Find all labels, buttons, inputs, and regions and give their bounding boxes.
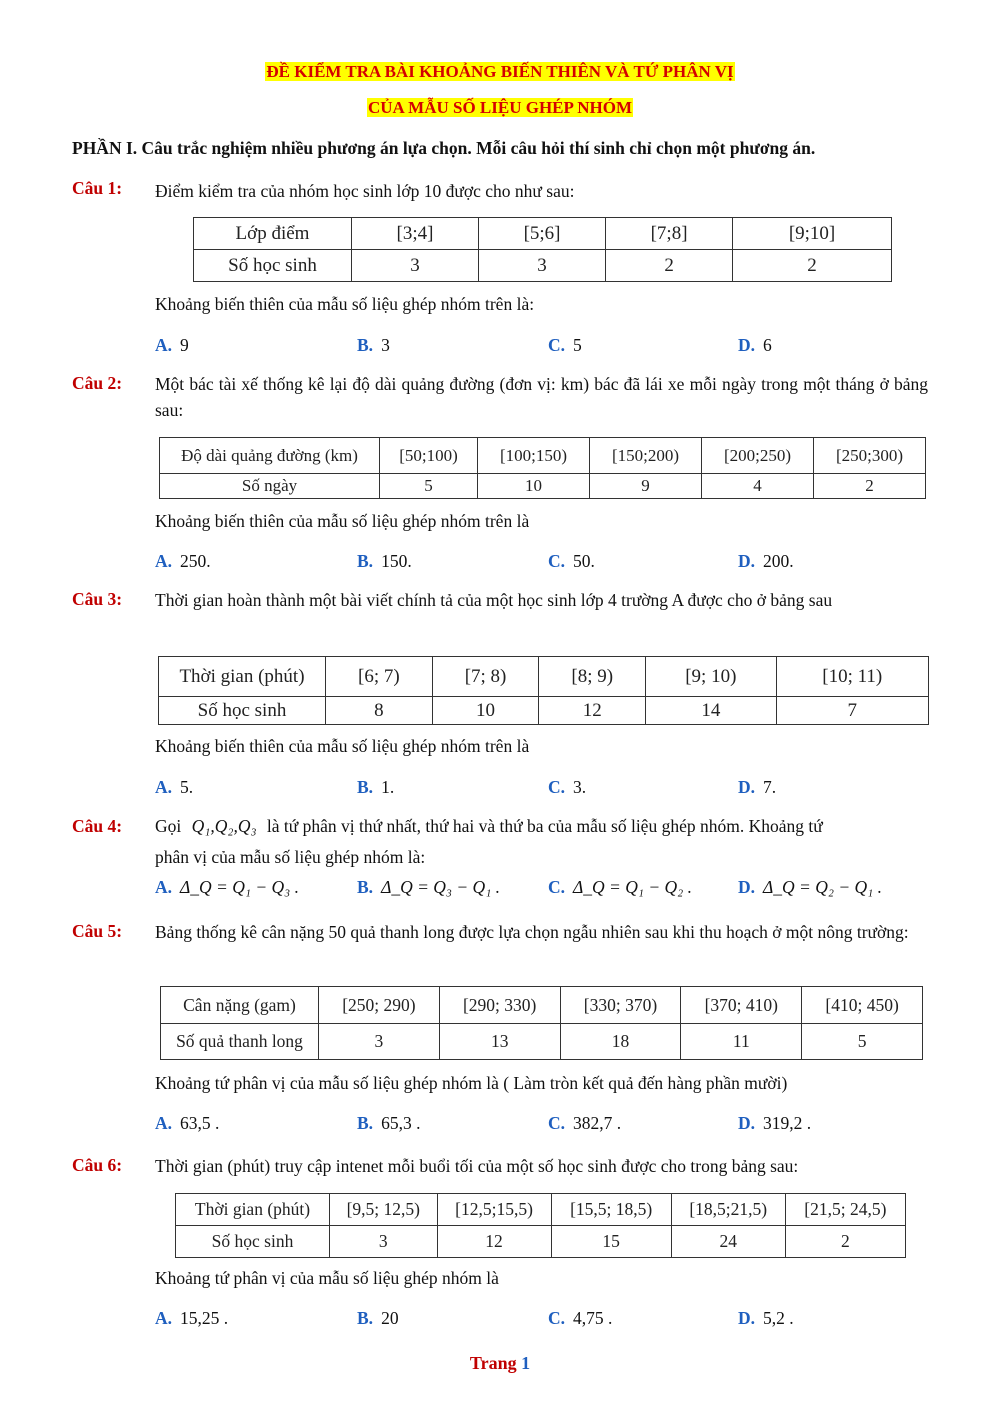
question-5-number: Câu 5: [72, 921, 123, 941]
table-cell: 3 [330, 1226, 438, 1258]
table-cell: 2 [813, 474, 925, 499]
table-cell: [10; 11) [776, 657, 928, 697]
table-cell: Lớp điểm [194, 218, 352, 250]
table-cell: [12,5;15,5) [437, 1194, 551, 1226]
table-cell: [7; 8) [432, 657, 539, 697]
table-cell: 14 [646, 697, 776, 725]
table-cell: [100;150) [478, 438, 590, 474]
question-5-option-c[interactable]: C. 382,7 . [548, 1113, 622, 1133]
table-cell: [410; 450) [802, 987, 923, 1024]
page-label: Trang [469, 1353, 517, 1373]
table-cell: 3 [319, 1024, 440, 1060]
question-4-text-line-2: phân vị của mẫu số liệu ghép nhóm là: [155, 847, 426, 867]
question-5-option-a[interactable]: A. 63,5 . [155, 1113, 220, 1133]
table-cell: 24 [671, 1226, 785, 1258]
title-line-2: CỦA MẪU SỐ LIỆU GHÉP NHÓM [368, 98, 632, 117]
question-6-option-d[interactable]: D. 5,2 . [738, 1308, 794, 1328]
table-cell: [250;300) [813, 438, 925, 474]
question-2-option-b[interactable]: B. 150. [357, 551, 412, 571]
question-4-option-d[interactable]: D. Δ_Q = Q₂ − Q₁ . [738, 877, 882, 897]
table-cell: 5 [380, 474, 478, 499]
question-2-option-d[interactable]: D. 200. [738, 551, 794, 571]
table-cell: 2 [606, 250, 733, 282]
table-cell: [50;100) [380, 438, 478, 474]
question-3-option-d[interactable]: D. 7. [738, 777, 777, 797]
table-cell: 2 [785, 1226, 905, 1258]
question-6-table [175, 1193, 906, 1258]
question-1-option-b[interactable]: B. 3 [357, 335, 390, 355]
question-5-text: Bảng thống kê cân nặng 50 quả thanh long được lựa chọn ngẫu nhiên sau khi thu hoạch ở một nông trường: [155, 922, 909, 942]
question-2-text: Một bác tài xế thống kê lại độ dài quảng đường (đơn vị: km) bác đã lái xe mỗi ngày trong một tháng ở bảng sau: [155, 374, 928, 420]
table-cell: Số học sinh [194, 250, 352, 282]
question-2-option-a[interactable]: A. 250. [155, 551, 211, 571]
question-6-option-b[interactable]: B. 20 [357, 1308, 399, 1328]
table-cell: Số học sinh [159, 697, 326, 725]
page-footer [0, 1353, 1000, 1374]
question-5-option-d[interactable]: D. 319,2 . [738, 1113, 812, 1133]
table-cell: 10 [432, 697, 539, 725]
question-6-number: Câu 6: [72, 1155, 123, 1175]
question-3-number: Câu 3: [72, 589, 123, 609]
question-3-text: Thời gian hoàn thành một bài viết chính tả của một học sinh lớp 4 trường A được cho ở bảng sau [155, 590, 833, 610]
table-cell: 12 [539, 697, 646, 725]
question-3-option-a[interactable]: A. 5. [155, 777, 194, 797]
question-1-table [193, 217, 892, 282]
question-2-option-c[interactable]: C. 50. [548, 551, 595, 571]
table-cell: 3 [479, 250, 606, 282]
table-cell: Thời gian (phút) [159, 657, 326, 697]
question-4-text: Gọi Q₁,Q₂,Q₃ là tứ phân vị thứ nhất, thứ hai và thứ ba của mẫu số liệu ghép nhóm. Khoảng tứ [155, 816, 823, 836]
table-cell: [9;10] [733, 218, 892, 250]
quartile-variables: Q₁,Q₂,Q₃ [191, 816, 257, 836]
table-cell: 10 [478, 474, 590, 499]
question-4-number: Câu 4: [72, 816, 123, 836]
question-1-option-d[interactable]: D. 6 [738, 335, 772, 355]
question-2-prompt: Khoảng biến thiên của mẫu số liệu ghép nhóm trên là [155, 511, 530, 531]
table-cell: 8 [326, 697, 433, 725]
table-cell: Cân nặng (gam) [161, 987, 319, 1024]
table-cell: [3;4] [352, 218, 479, 250]
table-cell: [9; 10) [646, 657, 776, 697]
table-cell: 13 [439, 1024, 560, 1060]
question-1-text: Điểm kiểm tra của nhóm học sinh lớp 10 được cho như sau: [155, 181, 575, 201]
table-cell: 9 [589, 474, 701, 499]
table-cell: 4 [701, 474, 813, 499]
table-cell: [200;250) [701, 438, 813, 474]
question-1-option-a[interactable]: A. 9 [155, 335, 189, 355]
table-cell: [370; 410) [681, 987, 802, 1024]
table-cell: 7 [776, 697, 928, 725]
table-cell: [7;8] [606, 218, 733, 250]
question-6-option-c[interactable]: C. 4,75 . [548, 1308, 613, 1328]
table-cell: [8; 9) [539, 657, 646, 697]
table-cell: Số quả thanh long [161, 1024, 319, 1060]
table-cell: 11 [681, 1024, 802, 1060]
question-1-prompt: Khoảng biến thiên của mẫu số liệu ghép nhóm trên là: [155, 294, 535, 314]
table-cell: 15 [551, 1226, 671, 1258]
question-2-number: Câu 2: [72, 373, 123, 393]
table-cell: 12 [437, 1226, 551, 1258]
question-3-table [158, 656, 929, 725]
table-cell: [150;200) [589, 438, 701, 474]
table-cell: Thời gian (phút) [176, 1194, 330, 1226]
table-cell: 2 [733, 250, 892, 282]
question-4-option-b[interactable]: B. Δ_Q = Q₃ − Q₁ . [357, 877, 501, 897]
table-cell: [5;6] [479, 218, 606, 250]
question-1-number: Câu 1: [72, 178, 123, 198]
question-3-prompt: Khoảng biến thiên của mẫu số liệu ghép nhóm trên là [155, 736, 530, 756]
table-cell: Số học sinh [176, 1226, 330, 1258]
page-number: 1 [521, 1353, 531, 1373]
question-5-table [160, 986, 923, 1060]
table-cell: 3 [352, 250, 479, 282]
table-cell: [250; 290) [319, 987, 440, 1024]
question-4-option-a[interactable]: A. Δ_Q = Q₁ − Q₃ . [155, 877, 299, 897]
question-6-option-a[interactable]: A. 15,25 . [155, 1308, 229, 1328]
table-cell: [290; 330) [439, 987, 560, 1024]
question-6-prompt: Khoảng tứ phân vị của mẫu số liệu ghép nhóm là [155, 1268, 499, 1288]
question-4-option-c[interactable]: C. Δ_Q = Q₁ − Q₂ . [548, 877, 692, 897]
question-6-text: Thời gian (phút) truy cập intenet mỗi buổi tối của một số học sinh được cho trong bảng sau: [155, 1156, 799, 1176]
table-cell: 5 [802, 1024, 923, 1060]
table-cell: [18,5;21,5) [671, 1194, 785, 1226]
question-1-option-c[interactable]: C. 5 [548, 335, 582, 355]
table-cell: Độ dài quảng đường (km) [160, 438, 380, 474]
question-5-option-b[interactable]: B. 65,3 . [357, 1113, 421, 1133]
part-heading: PHẦN I. Câu trắc nghiệm nhiều phương án lựa chọn. Mỗi câu hỏi thí sinh chỉ chọn một phương án. [72, 138, 816, 158]
table-cell: [9,5; 12,5) [330, 1194, 438, 1226]
table-cell: 18 [560, 1024, 681, 1060]
table-cell: Số ngày [160, 474, 380, 499]
question-2-table [159, 437, 926, 499]
table-cell: [6; 7) [326, 657, 433, 697]
title-line-1: ĐỀ KIỂM TRA BÀI KHOẢNG BIẾN THIÊN VÀ TỨ PHÂN VỊ [266, 62, 734, 81]
question-5-prompt: Khoảng tứ phân vị của mẫu số liệu ghép nhóm là ( Làm tròn kết quả đến hàng phần mười) [155, 1073, 788, 1093]
table-cell: [330; 370) [560, 987, 681, 1024]
table-cell: [15,5; 18,5) [551, 1194, 671, 1226]
table-cell: [21,5; 24,5) [785, 1194, 905, 1226]
question-3-option-c[interactable]: C. 3. [548, 777, 587, 797]
question-3-option-b[interactable]: B. 1. [357, 777, 395, 797]
